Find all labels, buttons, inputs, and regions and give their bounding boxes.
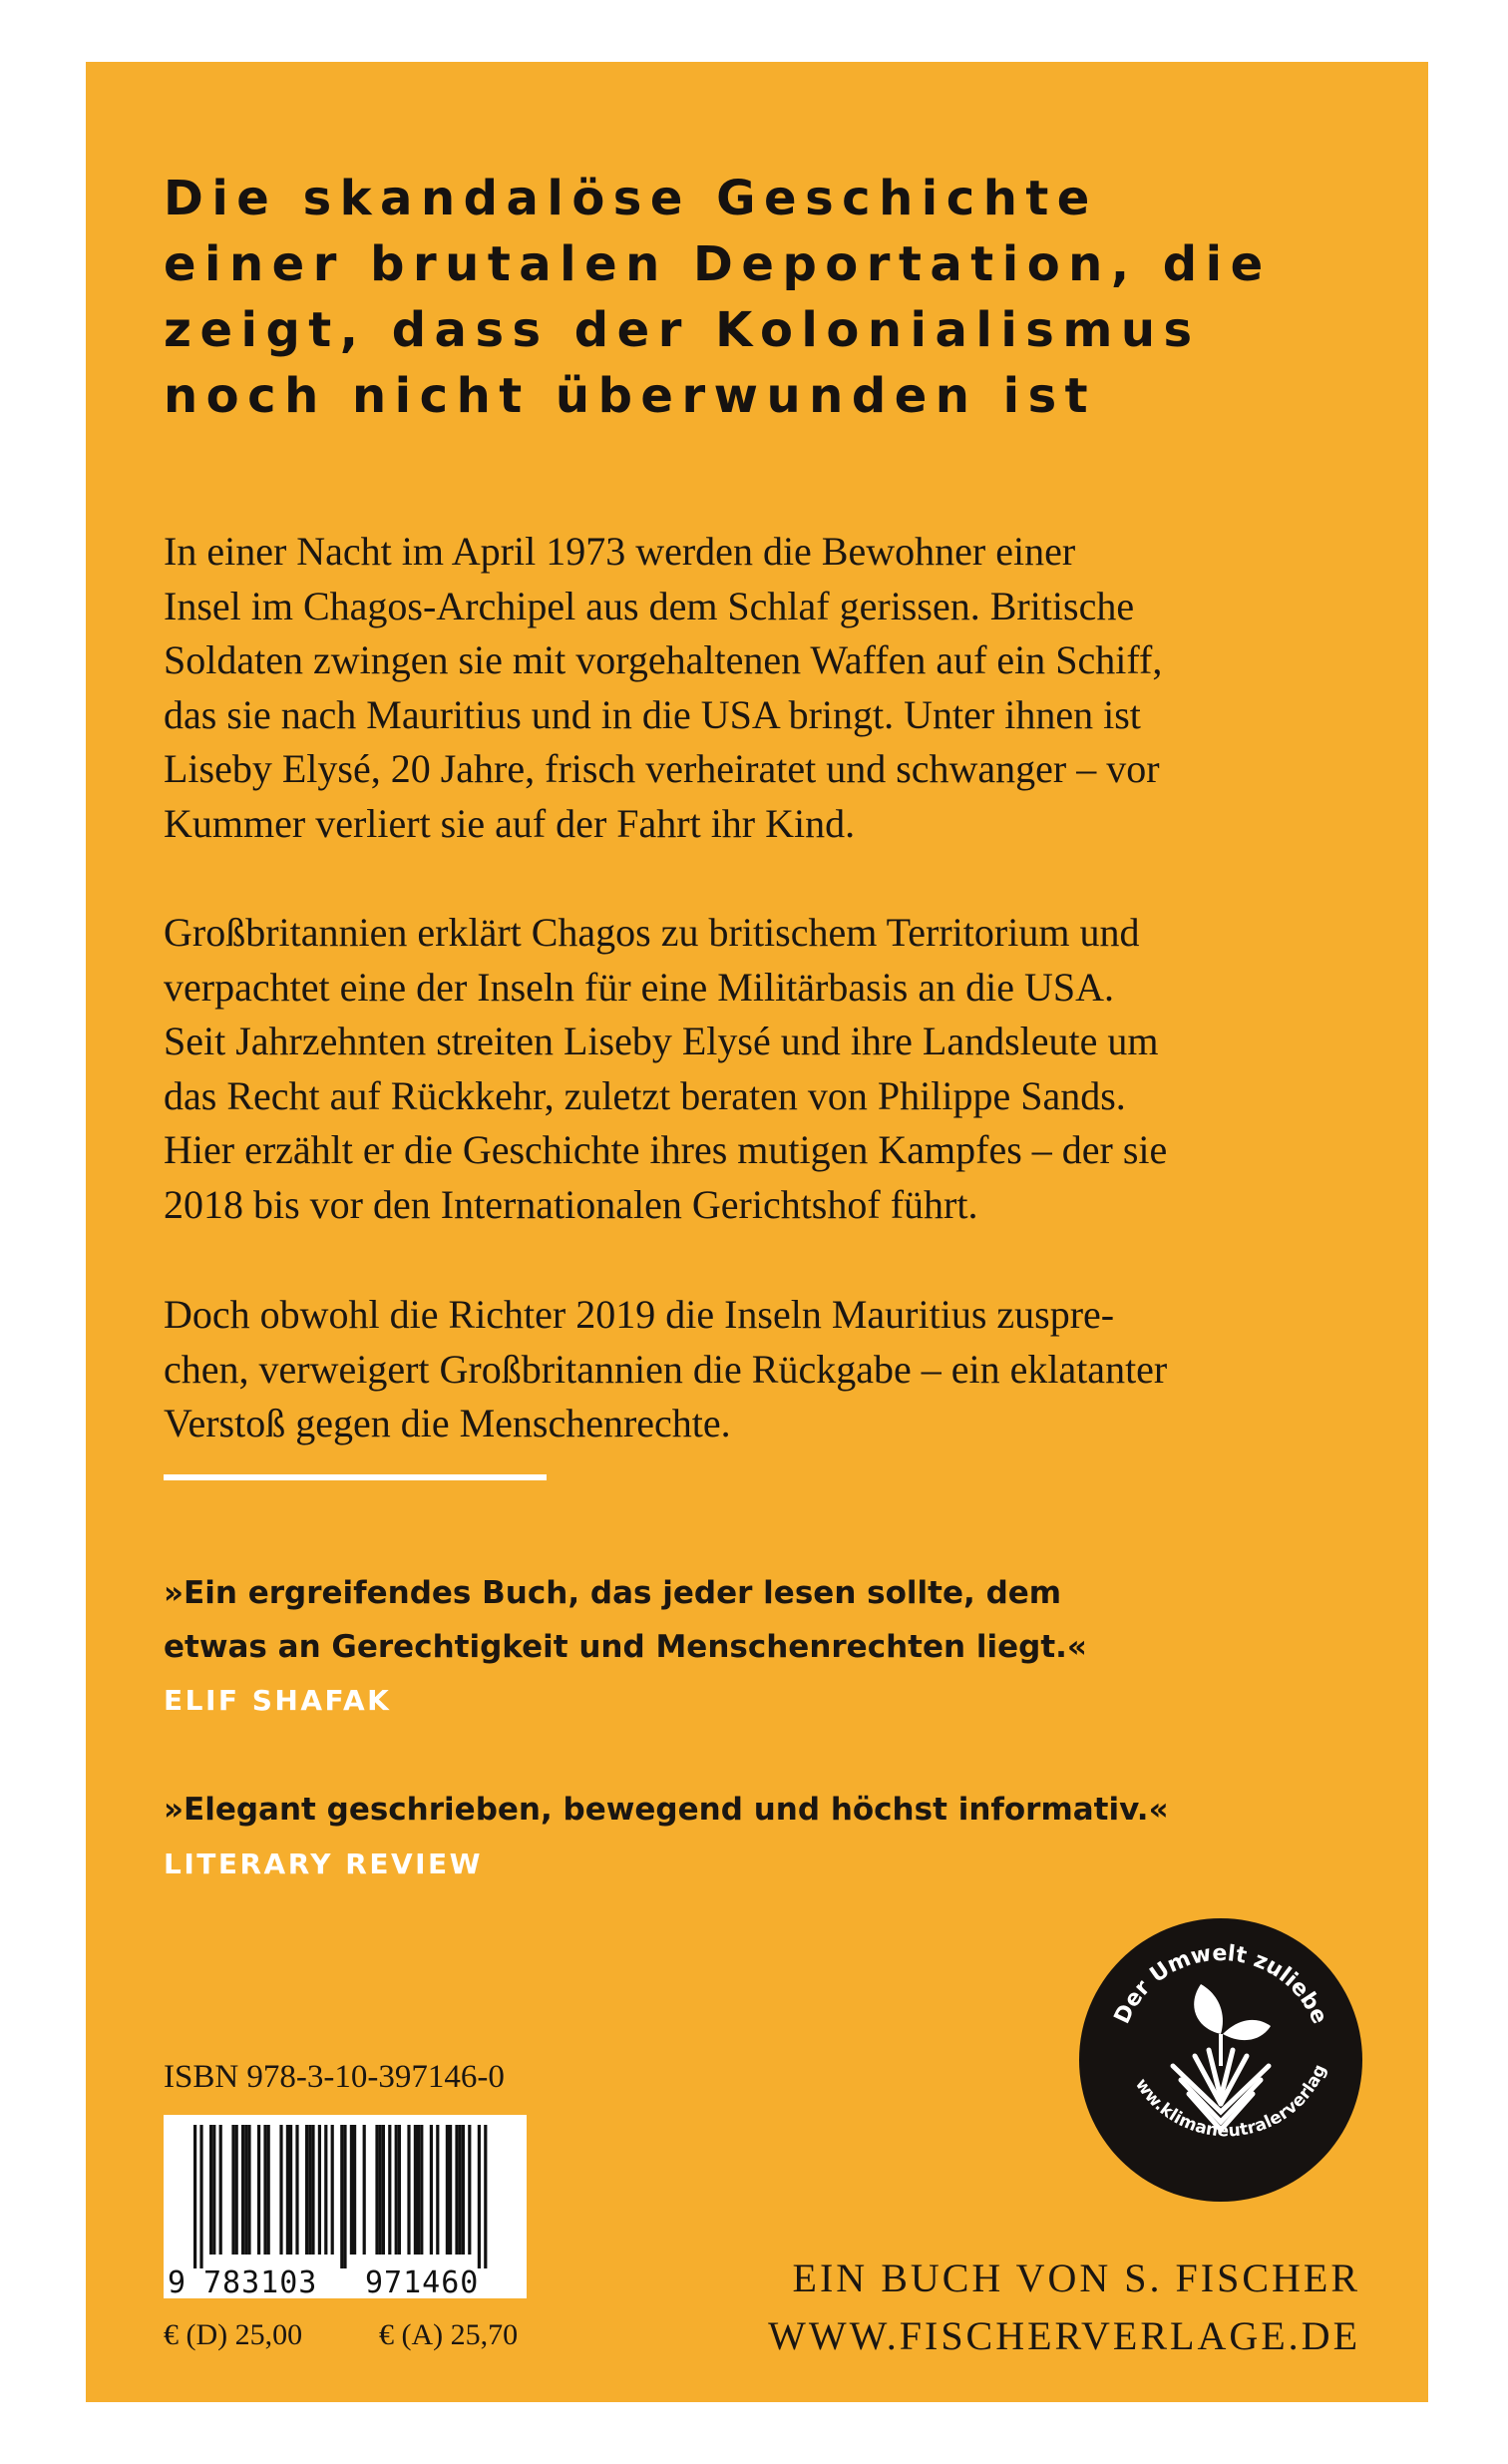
paragraph-line: Insel im Chagos-Archipel aus dem Schlaf gerissen. Britische	[164, 583, 1135, 628]
barcode-bar	[417, 2125, 420, 2255]
paragraph-line: chen, verweigert Großbritannien die Rückgabe – ein eklatanter	[164, 1346, 1168, 1392]
quote-1	[164, 1566, 1087, 1674]
climate-neutral-seal	[1077, 1916, 1364, 2204]
paragraph-line: das sie nach Mauritius und in die USA bringt. Unter ihnen ist	[164, 691, 1141, 737]
paragraph-line: 2018 bis vor den Internationalen Gerichtshof führt.	[164, 1181, 978, 1227]
barcode-bar	[459, 2125, 462, 2255]
barcode-bar	[295, 2125, 298, 2255]
barcode-bar	[375, 2125, 378, 2255]
barcode-bar	[446, 2125, 449, 2255]
barcode-bar	[199, 2125, 202, 2268]
price-austria: € (A) 25,70	[379, 2318, 519, 2351]
seal-top-text: Der Umwelt zuliebe	[1109, 1940, 1332, 2028]
barcode-bar	[436, 2125, 439, 2255]
barcode-bar	[209, 2125, 212, 2255]
barcode-first-digit: 9	[168, 2265, 187, 2298]
headline	[164, 166, 1390, 429]
barcode-bar	[219, 2125, 222, 2255]
seal-url-text: ww.klimaneutralerverlag	[1131, 2061, 1331, 2142]
price-germany: € (D) 25,00	[164, 2318, 303, 2351]
headline-line: noch nicht überwunden ist	[164, 368, 1097, 424]
isbn: ISBN 978-3-10-397146-0	[164, 2059, 505, 2095]
barcode-bar	[484, 2125, 487, 2268]
barcode-bar	[343, 2125, 346, 2268]
publisher-website: WWW.FISCHERVERLAGE.DE	[768, 2313, 1360, 2358]
barcode-bar	[286, 2125, 289, 2255]
barcode-bar	[363, 2125, 366, 2255]
barcode-bar	[449, 2125, 452, 2255]
barcode-bar	[353, 2125, 356, 2255]
paragraph-line: verpachtet eine der Inseln für eine Militärbasis an die USA.	[164, 964, 1115, 1010]
barcode-bar	[324, 2125, 327, 2255]
barcode-bar	[420, 2125, 423, 2255]
barcode-bar	[462, 2125, 465, 2255]
barcode-bar	[241, 2125, 244, 2255]
barcode	[164, 2115, 527, 2298]
barcode-bar	[340, 2125, 343, 2268]
back-cover	[86, 62, 1428, 2402]
barcode-bar	[455, 2125, 458, 2255]
barcode-bar	[398, 2125, 401, 2255]
barcode-right-digits: 971460	[365, 2265, 480, 2298]
barcode-bar	[263, 2125, 266, 2255]
barcode-bar	[331, 2125, 334, 2255]
quote-line: »Ein ergreifendes Buch, das jeder lesen sollte, dem	[164, 1575, 1062, 1611]
barcode-bar	[430, 2125, 433, 2255]
barcode-graphic	[164, 2115, 527, 2298]
quote-2	[164, 1783, 1169, 1837]
paragraph-1	[164, 525, 1390, 851]
paragraph-3	[164, 1288, 1390, 1451]
quote-line: »Elegant geschrieben, bewegend und höchst informativ.«	[164, 1792, 1169, 1828]
barcode-bar	[388, 2125, 391, 2255]
barcode-bar	[308, 2125, 311, 2255]
paragraph-line: Hier erzählt er die Geschichte ihres mutigen Kampfes – der sie	[164, 1127, 1168, 1172]
barcode-bar	[244, 2125, 247, 2255]
barcode-bar	[267, 2125, 270, 2255]
barcode-bar	[407, 2125, 410, 2255]
quote-2-author: LITERARY REVIEW	[164, 1848, 484, 1880]
quote-line: etwas an Gerechtigkeit und Menschenrechten liegt.«	[164, 1629, 1087, 1665]
barcode-bar	[414, 2125, 417, 2255]
barcode-bar	[279, 2125, 282, 2255]
paragraph-line: In einer Nacht im April 1973 werden die Bewohner einer	[164, 529, 1076, 574]
paragraph-line: das Recht auf Rückkehr, zuletzt beraten von Philippe Sands.	[164, 1072, 1126, 1118]
headline-line: einer brutalen Deportation, die	[164, 236, 1272, 292]
barcode-bar	[193, 2125, 196, 2268]
barcode-bar	[318, 2125, 321, 2255]
barcode-bar	[382, 2125, 385, 2255]
divider	[164, 1474, 547, 1480]
paragraph-line: Kummer verliert sie auf der Fahrt ihr Kind.	[164, 800, 856, 846]
barcode-bar	[235, 2125, 238, 2255]
barcode-bar	[257, 2125, 260, 2255]
barcode-bar	[350, 2125, 353, 2255]
paragraph-line: Verstoß gegen die Menschenrechte.	[164, 1401, 731, 1445]
paragraph-line: Liseby Elysé, 20 Jahre, frisch verheiratet und schwanger – vor	[164, 746, 1160, 791]
quote-1-author: ELIF SHAFAK	[164, 1684, 392, 1717]
paragraph-line: Doch obwohl die Richter 2019 die Inseln Mauritius zuspre-	[164, 1292, 1115, 1337]
paragraph-line: Soldaten zwingen sie mit vorgehaltenen Waffen auf ein Schiff,	[164, 637, 1163, 682]
barcode-bar	[311, 2125, 314, 2255]
barcode-bar	[231, 2125, 234, 2255]
barcode-bar	[289, 2125, 292, 2255]
barcode-left-digits: 783103	[203, 2265, 318, 2298]
barcode-bar	[247, 2125, 250, 2255]
barcode-bar	[305, 2125, 308, 2255]
barcode-bar	[212, 2125, 215, 2255]
barcode-bar	[395, 2125, 398, 2255]
barcode-bar	[468, 2125, 471, 2255]
paragraph-2	[164, 906, 1390, 1232]
barcode-bar	[478, 2125, 481, 2268]
headline-line: Die skandalöse Geschichte	[164, 171, 1098, 226]
paragraph-line: Seit Jahrzehnten streiten Liseby Elysé und ihre Landsleute um	[164, 1019, 1159, 1063]
publisher-imprint: EIN BUCH VON S. FISCHER	[792, 2256, 1360, 2300]
paragraph-line: Großbritannien erklärt Chagos zu britischem Territorium und	[164, 910, 1140, 955]
barcode-bar	[379, 2125, 382, 2255]
headline-line: zeigt, dass der Kolonialismus	[164, 302, 1201, 358]
